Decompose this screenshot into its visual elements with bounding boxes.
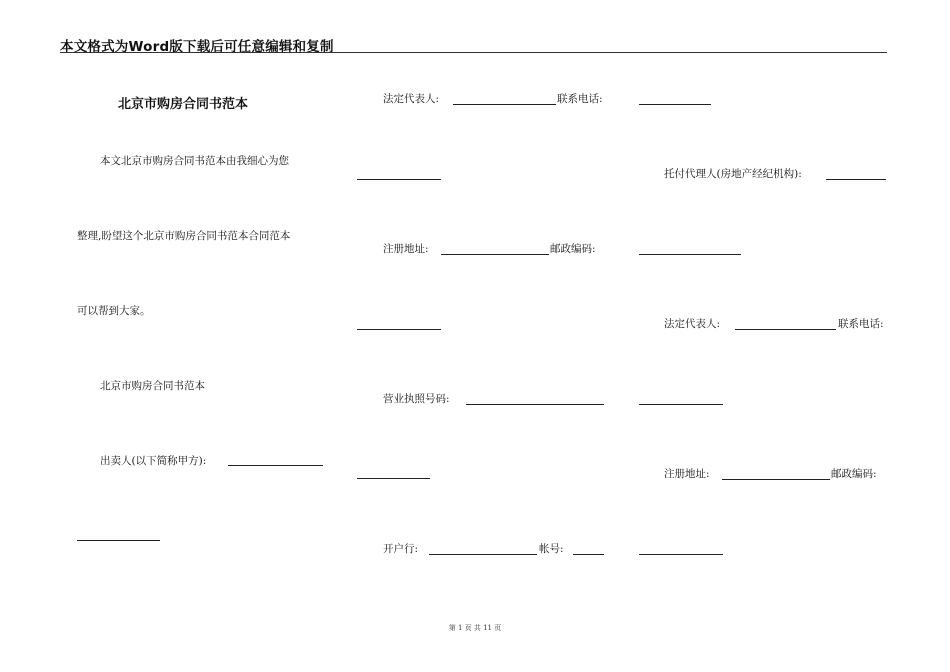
row-blank-2: [357, 329, 441, 330]
account-blank: [573, 554, 604, 555]
agent-blank: [826, 179, 886, 180]
buyer-reg-address-label: 注册地址:: [664, 468, 710, 480]
phone-label: 联系电话:: [557, 93, 603, 105]
license-no-label: 营业执照号码:: [383, 393, 450, 405]
row-blank-1: [357, 179, 441, 180]
document-title: 北京市购房合同书范本: [118, 97, 249, 112]
license-no-blank: [466, 404, 604, 405]
intro-line-2: 整理,盼望这个北京市购房合同书范本合同范本: [77, 230, 291, 242]
reg-address-label: 注册地址:: [383, 243, 429, 255]
intro-line-3: 可以帮到大家。: [77, 305, 151, 317]
buyer-phone-label: 联系电话:: [838, 318, 884, 330]
legal-rep-blank: [453, 104, 556, 105]
seller-label: 出卖人(以下简称甲方):: [100, 455, 207, 467]
reg-address-blank: [441, 254, 549, 255]
bank-label: 开户行:: [383, 543, 419, 555]
legal-rep-label: 法定代表人:: [383, 93, 440, 105]
account-label: 帐号:: [539, 543, 564, 555]
buyer-legal-rep-label: 法定代表人:: [664, 318, 721, 330]
row-blank-3: [357, 478, 430, 479]
phone-blank: [639, 104, 711, 105]
postcode-blank: [639, 254, 741, 255]
license-no-blank-2: [639, 404, 723, 405]
account-blank-2: [639, 554, 723, 555]
header-banner: 本文格式为Word版下载后可任意编辑和复制: [60, 39, 334, 55]
buyer-legal-rep-blank: [735, 329, 836, 330]
agent-label: 托付代理人(房地产经纪机构):: [664, 168, 802, 180]
intro-line-1: 本文北京市购房合同书范本由我细心为您: [100, 155, 289, 167]
buyer-reg-address-blank: [722, 479, 830, 480]
document-name: 北京市购房合同书范本: [100, 380, 205, 392]
header-divider: [60, 52, 887, 53]
buyer-postcode-label: 邮政编码:: [831, 468, 877, 480]
seller-blank-continued: [77, 540, 160, 541]
page-number: 第 1 页 共 11 页: [448, 624, 502, 632]
postcode-label: 邮政编码:: [550, 243, 596, 255]
bank-blank: [429, 554, 537, 555]
seller-blank: [228, 465, 323, 466]
